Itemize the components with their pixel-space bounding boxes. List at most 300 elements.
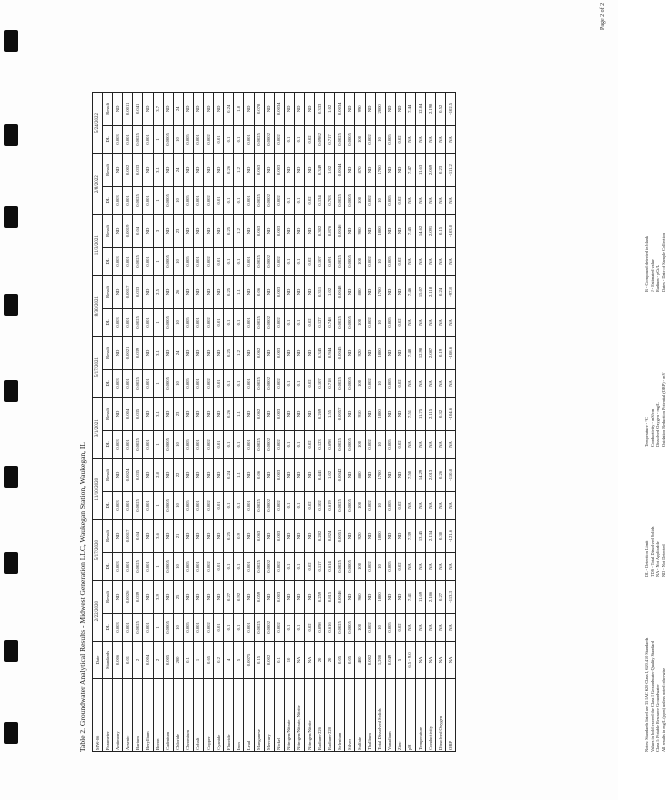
table-cell: 1.2 xyxy=(234,337,244,370)
table-cell: 0.1 xyxy=(224,613,234,641)
table-cell: NA xyxy=(436,186,446,214)
table-cell: 0.002 xyxy=(274,186,284,214)
table-cell: 0.1 xyxy=(284,125,294,153)
note-line: Radium - pCi/L xyxy=(655,264,661,292)
table-cell: ND xyxy=(365,459,375,492)
table-cell: ND xyxy=(143,215,153,248)
table-cell: 0.001 xyxy=(123,613,133,641)
table-cell: 11.63 xyxy=(416,154,426,187)
table-cell: 10 xyxy=(173,552,183,580)
table-cell: ND xyxy=(385,459,395,492)
table-cell: 2.087 xyxy=(426,337,436,370)
table-cell: 0.003 xyxy=(274,154,284,187)
table-cell: ND xyxy=(284,520,294,553)
table-cell: 0.0025 xyxy=(254,491,264,519)
table-cell: 0.035 xyxy=(133,398,143,431)
table-cell: NA xyxy=(436,247,446,275)
table-cell: 0.1 xyxy=(224,491,234,519)
table-cell: 100 xyxy=(355,613,365,641)
table-cell: ND xyxy=(365,93,375,126)
table-cell: 0.002 xyxy=(204,552,214,580)
table-cell: Sulfate xyxy=(355,678,365,751)
table-cell: 0.02 xyxy=(395,430,405,458)
table-cell: 0.0025 xyxy=(335,430,345,458)
table-cell: 0.2 xyxy=(214,642,224,679)
table-cell: ND xyxy=(284,93,294,126)
table-cell: ND xyxy=(385,276,395,309)
date-header: 5/17/2020 xyxy=(93,520,103,581)
table-cell: 0.033 xyxy=(133,276,143,309)
table-cell: 2.8 xyxy=(153,459,163,492)
table-cell: Dissolved Oxygen xyxy=(436,678,446,751)
table-cell: 100 xyxy=(355,552,365,580)
table-cell: 0.039 xyxy=(133,581,143,614)
result-header: Result xyxy=(103,337,113,370)
table-cell: 0.02 xyxy=(395,247,405,275)
table-cell: 0.005 xyxy=(183,430,193,458)
table-cell: Zinc xyxy=(395,678,405,751)
notes-block xyxy=(644,527,666,577)
table-cell: ND xyxy=(163,215,173,248)
punch-hole xyxy=(4,380,18,402)
table-cell: 0.01 xyxy=(214,308,224,336)
table-cell: 0.0005 xyxy=(163,186,173,214)
table-cell: ND xyxy=(264,93,274,126)
table-cell: ND xyxy=(183,154,193,187)
table-cell: ND xyxy=(395,459,405,492)
table-cell: 3 xyxy=(153,215,163,248)
table-cell: ND xyxy=(183,276,193,309)
table-cell: ND xyxy=(264,154,274,187)
table-cell: 0.0002 xyxy=(264,491,274,519)
table-cell: 0.1 xyxy=(224,308,234,336)
table-cell: 0.0005 xyxy=(163,491,173,519)
table-cell: 0.003 xyxy=(274,581,284,614)
table-cell: 0.0005 xyxy=(345,491,355,519)
table-cell: 0.0005 xyxy=(163,247,173,275)
table-cell: 0.005 xyxy=(385,308,395,336)
table-cell: 0.65 xyxy=(204,642,214,679)
table-cell: 0.049 xyxy=(385,642,395,679)
table-cell: 1.02 xyxy=(325,459,335,492)
table-cell: ND xyxy=(183,398,193,431)
table-cell: 0.0005 xyxy=(345,247,355,275)
table-cell: NA xyxy=(405,125,415,153)
table-cell: 0.25 xyxy=(224,337,234,370)
table-cell: 0.24 xyxy=(224,93,234,126)
table-cell: 10 xyxy=(375,613,385,641)
table-cell: 1 xyxy=(153,430,163,458)
table-cell: 0.0005 xyxy=(163,125,173,153)
dl-header: DL xyxy=(103,247,113,275)
table-cell: 0.1 xyxy=(294,186,304,214)
punch-hole xyxy=(4,640,18,662)
table-cell: 1.8 xyxy=(234,93,244,126)
table-cell: 0.876 xyxy=(325,215,335,248)
table-cell: 0.002 xyxy=(365,186,375,214)
table-cell: 0.26 xyxy=(224,154,234,187)
table-cell: 0.0046 xyxy=(335,215,345,248)
table-cell: 100 xyxy=(355,430,365,458)
table-cell: 0.005 xyxy=(183,491,193,519)
table-cell: NA xyxy=(426,613,436,641)
table-title: Table 2. Groundwater Analytical Results - Midwest Generation LLC, Waukegan Station, Waukegan, IL xyxy=(78,442,87,752)
table-cell: ND xyxy=(204,337,214,370)
table-cell: 0.0025 xyxy=(254,308,264,336)
table-cell: 1.1 xyxy=(234,398,244,431)
table-cell: 0.02 xyxy=(395,491,405,519)
table-cell: 0.02 xyxy=(395,613,405,641)
table-cell: 0.1 xyxy=(294,430,304,458)
table-cell: 10 xyxy=(375,247,385,275)
table-cell: 0.944 xyxy=(325,337,335,370)
table-cell: 0.1 xyxy=(224,369,234,397)
table-cell: ND xyxy=(214,154,224,187)
table-cell: 0.041 xyxy=(133,93,143,126)
table-cell: 0.005 xyxy=(385,247,395,275)
table-cell: NA xyxy=(436,613,446,641)
table-cell: 25 xyxy=(173,581,183,614)
table-cell: ND xyxy=(294,337,304,370)
dl-header: DL xyxy=(103,613,113,641)
table-cell: 10 xyxy=(173,186,183,214)
note-line: Class I: Potable Resource Groundwater xyxy=(655,684,661,752)
table-row xyxy=(204,93,214,752)
table-cell: 0.619 xyxy=(325,491,335,519)
table-cell: Cobalt xyxy=(193,678,203,751)
table-cell: Selenium xyxy=(335,678,345,751)
table-cell: 0.0057 xyxy=(335,398,345,431)
table-cell: 0.05 xyxy=(345,642,355,679)
table-cell: 0.0005 xyxy=(345,186,355,214)
table-cell: ND xyxy=(345,581,355,614)
table-cell: 0.15 xyxy=(254,642,264,679)
table-cell: 0.1 xyxy=(284,308,294,336)
table-cell: 3.9 xyxy=(153,581,163,614)
table-cell: -121.6 xyxy=(446,520,456,553)
table-cell: 0.002 xyxy=(365,491,375,519)
table-cell: 0.0025 xyxy=(133,369,143,397)
table-cell: ND xyxy=(294,215,304,248)
table-cell: 0.002 xyxy=(204,186,214,214)
table-cell: 0.269 xyxy=(315,398,325,431)
table-row xyxy=(395,93,405,752)
table-cell: 7.50 xyxy=(405,459,415,492)
table-cell: 2.115 xyxy=(426,398,436,431)
table-cell: ND xyxy=(193,276,203,309)
table-cell: 0.9 xyxy=(234,520,244,553)
table-cell: -113.3 xyxy=(446,581,456,614)
table-cell: ND xyxy=(244,93,254,126)
table-cell: Antimony xyxy=(113,678,123,751)
table-row xyxy=(385,93,395,752)
table-cell: ND xyxy=(284,154,294,187)
date-header: 5/17/2021 xyxy=(93,337,103,398)
table-cell: Nitrogen/Nitrite xyxy=(304,678,314,751)
table-cell: 0.349 xyxy=(315,154,325,187)
table-cell: 10 xyxy=(375,308,385,336)
table-cell: ND xyxy=(345,215,355,248)
table-cell: NA xyxy=(426,491,436,519)
table-cell: 0.1 xyxy=(234,613,244,641)
table-cell: 0.001 xyxy=(244,308,254,336)
table-cell: 0.107 xyxy=(315,247,325,275)
table-cell: NA xyxy=(436,125,446,153)
table-cell: 870 xyxy=(355,154,365,187)
table-cell: NA xyxy=(416,642,426,679)
table-cell: 7.44 xyxy=(405,93,415,126)
dl-header: DL xyxy=(103,369,113,397)
table-cell: Radium-226 xyxy=(315,678,325,751)
table-cell: ND xyxy=(264,520,274,553)
table-cell: 23 xyxy=(173,398,183,431)
table-cell: 0.063 xyxy=(254,520,264,553)
table-cell: 22 xyxy=(173,459,183,492)
table-row xyxy=(143,93,153,752)
table-cell: 1.1 xyxy=(234,459,244,492)
table-cell: 1,200 xyxy=(375,642,385,679)
table-cell: 5 xyxy=(395,642,405,679)
note-line: DL - Detection Limit xyxy=(644,540,649,577)
table-cell: 0.001 xyxy=(244,369,254,397)
table-cell: 0.02 xyxy=(395,186,405,214)
table-cell: 0.0048 xyxy=(335,276,345,309)
table-cell: 1 xyxy=(153,491,163,519)
table-cell: ND xyxy=(113,276,123,309)
table-cell: 2.118 xyxy=(426,276,436,309)
table-cell: 7.48 xyxy=(405,337,415,370)
table-cell: 0.001 xyxy=(123,552,133,580)
dl-header: DL xyxy=(103,125,113,153)
table-cell: 0.1 xyxy=(284,552,294,580)
table-cell: 0.01 xyxy=(214,247,224,275)
table-cell: 0.001 xyxy=(123,125,133,153)
table-cell: ND xyxy=(204,520,214,553)
table-cell: 0.0002 xyxy=(264,125,274,153)
table-cell: 0.001 xyxy=(193,613,203,641)
table-cell: 0.001 xyxy=(143,247,153,275)
table-cell: 10 xyxy=(173,308,183,336)
table-cell: 0.52 xyxy=(436,93,446,126)
table-cell: 0.003 xyxy=(274,520,284,553)
table-cell: 0.26 xyxy=(436,459,446,492)
table-cell: -104.6 xyxy=(446,398,456,431)
dl-header: DL xyxy=(103,308,113,336)
table-cell: 0.1 xyxy=(234,247,244,275)
table-cell: ND xyxy=(163,398,173,431)
table-cell: 0.059 xyxy=(254,581,264,614)
well-label: MW-06 xyxy=(93,678,103,751)
table-cell: 0.001 xyxy=(123,369,133,397)
table-cell: 990 xyxy=(355,93,365,126)
table-cell: NA xyxy=(426,369,436,397)
table-cell: 0.002 xyxy=(274,308,284,336)
table-cell: 0.005 xyxy=(385,613,395,641)
table-cell: ND xyxy=(214,398,224,431)
table-cell: 1700 xyxy=(375,276,385,309)
table-cell: 0.0002 xyxy=(264,552,274,580)
table-cell: 0.003 xyxy=(113,125,123,153)
table-cell: Radium-228 xyxy=(325,678,335,751)
table-cell: 0.003 xyxy=(113,369,123,397)
table-cell: 0.005 xyxy=(385,369,395,397)
table-cell: 2.069 xyxy=(426,154,436,187)
table-cell: 10 xyxy=(173,369,183,397)
table-cell: 100 xyxy=(355,308,365,336)
table-cell: 0.1 xyxy=(294,247,304,275)
table-cell: -110.8 xyxy=(446,459,456,492)
table-cell: 2.013 xyxy=(426,459,436,492)
table-cell: 0.259 xyxy=(315,581,325,614)
table-cell: ND xyxy=(385,154,395,187)
table-cell: 11.75 xyxy=(416,398,426,431)
table-cell: 0.0025 xyxy=(254,125,264,153)
table-row xyxy=(304,93,314,752)
table-row xyxy=(153,93,163,752)
table-cell: ND xyxy=(294,398,304,431)
table-cell: Silver xyxy=(345,678,355,751)
table-cell: 0.23 xyxy=(436,154,446,187)
table-cell: 0.001 xyxy=(123,308,133,336)
table-cell: 100 xyxy=(355,491,365,519)
note-line: J - Estimated value xyxy=(649,259,655,292)
table-cell: NA xyxy=(446,125,456,153)
table-cell: 23 xyxy=(173,215,183,248)
table-cell: 0.003 xyxy=(113,308,123,336)
table-cell: NA xyxy=(446,552,456,580)
table-row xyxy=(355,93,365,752)
table-cell: ND xyxy=(163,93,173,126)
table-cell: 10 xyxy=(375,125,385,153)
table-cell: ND xyxy=(365,154,375,187)
table-cell: 0.0025 xyxy=(133,430,143,458)
table-cell: -103.0 xyxy=(446,215,456,248)
table-cell: 0.0019 xyxy=(123,215,133,248)
table-cell: 4 xyxy=(224,642,234,679)
notes-block xyxy=(644,233,666,292)
dl-header: DL xyxy=(103,186,113,214)
table-cell: 0.1 xyxy=(234,308,244,336)
table-cell: 10 xyxy=(375,552,385,580)
table-cell: 0.0025 xyxy=(133,125,143,153)
table-cell: ND xyxy=(304,93,314,126)
result-header: Result xyxy=(103,398,113,431)
table-cell: ND xyxy=(143,581,153,614)
table-row xyxy=(244,93,254,752)
punch-hole xyxy=(4,552,18,574)
table-cell: 0.0025 xyxy=(133,491,143,519)
table-cell: 1800 xyxy=(375,337,385,370)
table-cell: 0.282 xyxy=(315,520,325,553)
table-cell: ND xyxy=(113,93,123,126)
table-cell: 0.001 xyxy=(143,613,153,641)
table-cell: 0.333 xyxy=(315,93,325,126)
table-cell: 10 xyxy=(284,642,294,679)
note-line: Dissolved Oxygen - mg/L xyxy=(655,402,661,447)
table-cell: 0.002 xyxy=(365,552,375,580)
table-cell: ND xyxy=(395,276,405,309)
table-cell: 0.001 xyxy=(244,430,254,458)
table-cell: ND xyxy=(163,154,173,187)
table-cell: 0.92 xyxy=(234,581,244,614)
table-cell: 0.0051 xyxy=(335,520,345,553)
table-cell: 0.311 xyxy=(315,276,325,309)
table-cell: 0.003 xyxy=(113,491,123,519)
table-cell: 0.123 xyxy=(315,430,325,458)
table-cell: NA xyxy=(416,430,426,458)
note-line: Dates - Date of Sample Collection xyxy=(660,232,666,292)
table-cell: 0.1 xyxy=(234,491,244,519)
table-cell: 0.0034 xyxy=(274,93,284,126)
table-cell: -97.8 xyxy=(446,276,456,309)
table-cell: 0.0002 xyxy=(264,430,274,458)
table-cell: NA xyxy=(405,369,415,397)
table-cell: ND xyxy=(113,215,123,248)
table-cell: 0.005 xyxy=(183,125,193,153)
table-cell: 12.84 xyxy=(416,93,426,126)
table-cell: 10 xyxy=(173,613,183,641)
table-cell: 14.62 xyxy=(416,215,426,248)
table-cell: NA xyxy=(405,430,415,458)
table-cell: pH xyxy=(405,678,415,751)
note-line: NA - Not Applicable xyxy=(655,541,661,577)
table-cell: ND xyxy=(304,581,314,614)
table-cell: Vanadium xyxy=(385,678,395,751)
note-line: ND - Not Detected xyxy=(660,544,666,577)
table-cell: 0.02 xyxy=(395,552,405,580)
table-cell: 0.005 xyxy=(385,125,395,153)
table-cell: ND xyxy=(143,276,153,309)
table-cell: 0.25 xyxy=(224,520,234,553)
table-cell: 7.46 xyxy=(405,276,415,309)
table-cell: 11.69 xyxy=(416,581,426,614)
table-cell: 0.1 xyxy=(224,430,234,458)
table-cell: ND xyxy=(395,398,405,431)
note-line: Temperature - °C xyxy=(644,417,649,447)
table-cell: 0.0025 xyxy=(133,247,143,275)
table-cell: 100 xyxy=(355,369,365,397)
table-cell: 0.002 xyxy=(365,613,375,641)
table-cell: 0.001 xyxy=(193,125,203,153)
table-cell: ND xyxy=(183,581,193,614)
table-cell: Lead xyxy=(244,678,254,751)
table-cell: 0.0025 xyxy=(335,125,345,153)
table-cell: ND xyxy=(365,276,375,309)
table-cell: ND xyxy=(294,276,304,309)
table-cell: 0.0005 xyxy=(163,369,173,397)
table-cell: ND xyxy=(395,581,405,614)
table-cell: ND xyxy=(294,581,304,614)
table-cell: NA xyxy=(436,491,446,519)
table-cell: NA xyxy=(405,552,415,580)
dl-header: DL xyxy=(103,552,113,580)
table-cell: ND xyxy=(113,398,123,431)
table-cell: NA xyxy=(416,491,426,519)
table-cell: 1.02 xyxy=(325,93,335,126)
table-cell: 0.815 xyxy=(325,581,335,614)
table-cell: ND xyxy=(365,215,375,248)
table-cell: Nitrogen/Nitrate xyxy=(284,678,294,751)
table-cell: 0.005 xyxy=(385,186,395,214)
table-cell: ND xyxy=(385,215,395,248)
table-cell: 0.117 xyxy=(315,552,325,580)
table-cell: ND xyxy=(294,154,304,187)
table-cell: NA xyxy=(426,186,436,214)
table-cell: 0.01 xyxy=(214,186,224,214)
table-row xyxy=(325,93,335,752)
table-cell: 0.1 xyxy=(294,125,304,153)
table-cell: ND xyxy=(304,398,314,431)
